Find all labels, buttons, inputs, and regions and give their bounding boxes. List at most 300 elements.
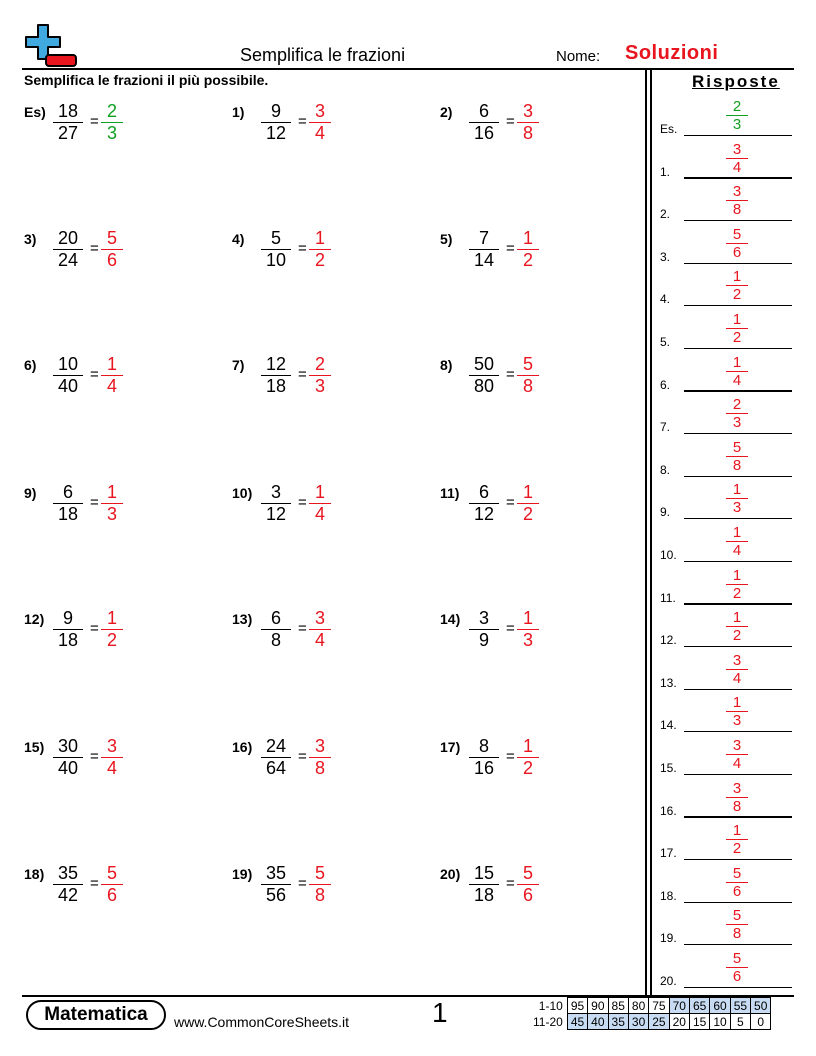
answer-fraction — [101, 483, 123, 524]
equals-sign: = — [298, 240, 307, 257]
answer-label: 20. — [660, 974, 677, 988]
answer-row — [660, 818, 792, 860]
problem-item — [440, 102, 640, 162]
numerator: 3 — [309, 737, 331, 758]
problem-item — [232, 229, 432, 289]
answers-heading: Risposte — [692, 72, 780, 91]
numerator: 3 — [261, 483, 291, 504]
denominator: 18 — [57, 630, 79, 650]
problem-number: 20) — [440, 866, 461, 882]
problem-number: 11) — [440, 485, 460, 501]
denominator: 6 — [106, 250, 117, 270]
score-cell: 45 — [567, 1014, 587, 1030]
score-cell: 65 — [689, 998, 709, 1014]
numerator: 9 — [53, 609, 83, 630]
answer-fraction — [101, 229, 123, 270]
answer-label: 4. — [660, 292, 671, 307]
question-fraction — [53, 609, 83, 650]
answer-row — [660, 307, 792, 349]
denominator: 12 — [265, 123, 287, 143]
equals-sign: = — [506, 748, 515, 765]
answer-row — [660, 137, 792, 179]
equals-sign: = — [506, 620, 515, 637]
numerator: 15 — [469, 864, 499, 885]
problem-number: 4) — [232, 231, 245, 247]
equals-sign: = — [90, 240, 99, 257]
answer-fraction — [726, 823, 748, 856]
answer-label: 19. — [660, 931, 677, 946]
answer-label: 12. — [660, 633, 677, 648]
score-cell: 15 — [689, 1014, 709, 1030]
answer-fraction — [726, 312, 748, 345]
denominator: 2 — [732, 584, 742, 602]
problem-number: 2) — [440, 104, 453, 120]
denominator: 3 — [732, 414, 742, 432]
score-row-label: 1-10 — [538, 998, 563, 1013]
score-cell: 25 — [649, 1014, 669, 1030]
problem-item — [232, 737, 432, 797]
denominator: 4 — [314, 630, 325, 650]
answer-row — [660, 435, 792, 477]
numerator: 3 — [101, 737, 123, 758]
numerator: 3 — [726, 142, 748, 159]
question-fraction — [261, 864, 291, 905]
denominator: 4 — [732, 158, 742, 176]
answer-fraction — [726, 142, 748, 175]
denominator: 42 — [57, 885, 79, 905]
problem-number: 13) — [232, 611, 253, 627]
equals-sign: = — [506, 494, 515, 511]
answer-row — [660, 690, 792, 732]
score-row — [530, 998, 771, 1014]
answer-column-divider — [650, 69, 652, 996]
numerator: 1 — [726, 482, 748, 499]
problem-number: 3) — [24, 231, 37, 247]
problem-number: 12) — [24, 611, 45, 627]
logo-icon — [22, 24, 78, 68]
denominator: 8 — [314, 758, 325, 778]
answer-label: 14. — [660, 718, 677, 733]
question-fraction — [469, 737, 499, 778]
answer-row — [660, 648, 792, 690]
answer-label: 18. — [660, 888, 677, 903]
answer-fraction — [309, 102, 331, 143]
numerator: 24 — [261, 737, 291, 758]
numerator: 6 — [53, 483, 83, 504]
answer-label: 1. — [660, 164, 671, 179]
denominator: 8 — [270, 630, 281, 650]
denominator: 16 — [473, 758, 495, 778]
numerator: 1 — [726, 355, 748, 372]
denominator: 3 — [106, 123, 117, 143]
answer-fraction — [517, 609, 539, 650]
answer-fraction — [726, 184, 748, 217]
answer-label: 13. — [660, 675, 677, 690]
answer-label: 10. — [660, 548, 677, 562]
answer-fraction — [726, 227, 748, 260]
denominator: 6 — [732, 882, 742, 900]
numerator: 12 — [261, 355, 291, 376]
problem-number: 15) — [24, 739, 45, 755]
question-fraction — [469, 102, 499, 143]
numerator: 1 — [309, 229, 331, 250]
problem-item — [24, 864, 224, 924]
answer-label: 3. — [660, 249, 671, 264]
denominator: 6 — [732, 968, 742, 985]
equals-sign: = — [506, 240, 515, 257]
answer-label: 9. — [660, 505, 671, 520]
name-label: Nome: — [556, 48, 601, 65]
numerator: 1 — [726, 695, 748, 712]
equals-sign: = — [90, 113, 99, 130]
answer-row — [660, 946, 792, 988]
score-cell: 10 — [710, 1014, 730, 1030]
answer-label: 17. — [660, 846, 677, 861]
denominator: 14 — [473, 250, 495, 270]
denominator: 6 — [732, 243, 742, 261]
denominator: 2 — [732, 627, 742, 645]
answer-fraction — [726, 653, 748, 686]
denominator: 2 — [732, 286, 742, 304]
equals-sign: = — [298, 494, 307, 511]
problem-number: 7) — [232, 357, 245, 373]
denominator: 24 — [57, 250, 79, 270]
numerator: 3 — [726, 781, 748, 798]
denominator: 6 — [106, 885, 117, 905]
answer-fraction — [726, 482, 748, 515]
denominator: 18 — [265, 376, 287, 396]
equals-sign: = — [506, 113, 515, 130]
answer-label: 5. — [660, 335, 671, 349]
answer-fraction — [517, 355, 539, 396]
denominator: 8 — [732, 797, 742, 815]
equals-sign: = — [298, 748, 307, 765]
numerator: 1 — [726, 823, 748, 840]
answer-row — [660, 563, 792, 605]
answer-fraction — [309, 483, 331, 524]
problem-item — [232, 483, 432, 543]
numerator: 1 — [517, 483, 539, 504]
numerator: 7 — [469, 229, 499, 250]
problem-item — [232, 355, 432, 415]
numerator: 2 — [309, 355, 331, 376]
denominator: 4 — [106, 376, 117, 396]
score-cell: 35 — [608, 1014, 628, 1030]
numerator: 1 — [726, 312, 748, 329]
numerator: 35 — [53, 864, 83, 885]
denominator: 3 — [732, 712, 742, 730]
answer-fraction — [726, 610, 748, 643]
answer-fraction — [726, 951, 748, 984]
answer-row — [660, 861, 792, 903]
answer-row — [660, 477, 792, 519]
denominator: 4 — [732, 669, 742, 687]
numerator: 6 — [261, 609, 291, 630]
denominator: 3 — [522, 630, 533, 650]
denominator: 6 — [522, 885, 533, 905]
problem-item — [24, 483, 224, 543]
equals-sign: = — [298, 875, 307, 892]
score-cell: 85 — [608, 998, 628, 1014]
problem-item — [440, 229, 640, 289]
problem-item — [440, 609, 640, 669]
answer-fraction — [726, 269, 748, 302]
answer-fraction — [726, 781, 748, 814]
numerator: 5 — [517, 355, 539, 376]
denominator: 2 — [522, 504, 533, 524]
answer-label: 15. — [660, 761, 677, 775]
problem-item — [24, 229, 224, 289]
answer-fraction — [517, 102, 539, 143]
answer-fraction — [726, 908, 748, 941]
numerator: 30 — [53, 737, 83, 758]
denominator: 8 — [314, 885, 325, 905]
question-fraction — [53, 355, 83, 396]
answer-row — [660, 350, 792, 392]
question-fraction — [261, 483, 291, 524]
question-fraction — [261, 609, 291, 650]
denominator: 3 — [732, 499, 742, 517]
solutions-label: Soluzioni — [625, 42, 719, 64]
numerator: 5 — [726, 866, 748, 883]
numerator: 5 — [261, 229, 291, 250]
question-fraction — [53, 737, 83, 778]
problem-number: 10) — [232, 485, 253, 501]
problem-number: 5) — [440, 231, 453, 247]
site-url: www.CommonCoreSheets.it — [174, 1014, 350, 1030]
question-fraction — [53, 229, 83, 270]
numerator: 5 — [726, 440, 748, 457]
denominator: 64 — [265, 758, 287, 778]
numerator: 1 — [726, 568, 748, 585]
numerator: 18 — [53, 102, 83, 123]
answer-row — [660, 733, 792, 775]
denominator: 4 — [732, 542, 742, 559]
answer-label: 6. — [660, 377, 671, 392]
answer-fraction — [517, 229, 539, 270]
numerator: 8 — [469, 737, 499, 758]
problem-number: 18) — [24, 866, 45, 882]
denominator: 16 — [473, 123, 495, 143]
problem-item — [232, 102, 432, 162]
answer-fraction — [309, 864, 331, 905]
problem-item — [440, 483, 640, 543]
numerator: 2 — [726, 99, 748, 116]
equals-sign: = — [298, 113, 307, 130]
equals-sign: = — [506, 366, 515, 383]
numerator: 1 — [309, 483, 331, 504]
numerator: 3 — [469, 609, 499, 630]
problem-number: Es) — [24, 104, 46, 120]
numerator: 20 — [53, 229, 83, 250]
problem-item — [440, 737, 640, 797]
answer-fraction — [726, 568, 748, 601]
answer-fraction — [101, 864, 123, 905]
equals-sign: = — [298, 366, 307, 383]
denominator: 8 — [522, 376, 533, 396]
equals-sign: = — [90, 366, 99, 383]
numerator: 50 — [469, 355, 499, 376]
numerator: 1 — [101, 483, 123, 504]
denominator: 8 — [732, 201, 742, 219]
question-fraction — [469, 355, 499, 396]
score-cell: 0 — [751, 1014, 771, 1030]
denominator: 4 — [106, 758, 117, 778]
numerator: 10 — [53, 355, 83, 376]
problem-item — [24, 737, 224, 797]
score-cell: 75 — [649, 998, 669, 1014]
problem-item — [24, 102, 224, 162]
score-row — [530, 1014, 771, 1030]
denominator: 4 — [732, 371, 742, 389]
answer-fraction — [309, 737, 331, 778]
problem-item — [232, 609, 432, 669]
answer-fraction — [726, 440, 748, 473]
denominator: 2 — [732, 840, 742, 858]
question-fraction — [469, 864, 499, 905]
equals-sign: = — [506, 875, 515, 892]
question-fraction — [261, 229, 291, 270]
answer-column-divider — [645, 69, 647, 996]
score-cell: 40 — [588, 1014, 608, 1030]
instructions: Semplifica le frazioni il più possibile. — [24, 72, 269, 88]
answer-fraction — [101, 102, 123, 143]
question-fraction — [53, 102, 83, 143]
answer-fraction — [309, 355, 331, 396]
numerator: 6 — [469, 483, 499, 504]
problem-number: 1) — [232, 104, 245, 120]
problem-number: 17) — [440, 739, 461, 755]
equals-sign: = — [90, 494, 99, 511]
numerator: 2 — [726, 397, 748, 414]
score-cell: 80 — [628, 998, 648, 1014]
denominator: 2 — [732, 329, 742, 346]
problem-number: 14) — [440, 611, 461, 627]
problem-number: 6) — [24, 357, 37, 373]
denominator: 8 — [732, 456, 742, 474]
denominator: 2 — [522, 758, 533, 778]
answer-row — [660, 179, 792, 221]
answer-row — [660, 776, 792, 818]
numerator: 1 — [517, 609, 539, 630]
denominator: 9 — [478, 630, 489, 650]
denominator: 4 — [314, 123, 325, 143]
question-fraction — [53, 483, 83, 524]
score-cell: 50 — [751, 998, 771, 1014]
question-fraction — [53, 864, 83, 905]
equals-sign: = — [90, 620, 99, 637]
score-cell: 90 — [588, 998, 608, 1014]
answer-fraction — [726, 525, 748, 558]
score-cell: 60 — [710, 998, 730, 1014]
equals-sign: = — [90, 875, 99, 892]
score-cell: 5 — [730, 1014, 750, 1030]
denominator: 12 — [473, 504, 495, 524]
answer-fraction — [726, 695, 748, 728]
problem-number: 9) — [24, 485, 37, 501]
question-fraction — [261, 355, 291, 396]
score-cell: 70 — [669, 998, 689, 1014]
numerator: 1 — [726, 610, 748, 627]
denominator: 18 — [57, 504, 79, 524]
answer-fraction — [517, 483, 539, 524]
numerator: 1 — [101, 609, 123, 630]
numerator: 1 — [517, 229, 539, 250]
answer-label: 11. — [660, 590, 676, 605]
question-fraction — [469, 483, 499, 524]
answer-fraction — [726, 866, 748, 899]
answer-fraction — [101, 737, 123, 778]
denominator: 3 — [314, 376, 325, 396]
numerator: 5 — [517, 864, 539, 885]
problem-item — [232, 864, 432, 924]
answer-fraction — [309, 229, 331, 270]
header-divider — [22, 68, 794, 70]
denominator: 2 — [106, 630, 117, 650]
denominator: 4 — [732, 755, 742, 772]
numerator: 1 — [726, 269, 748, 286]
answer-label: 8. — [660, 462, 671, 477]
answer-row — [660, 94, 792, 136]
denominator: 4 — [314, 504, 325, 524]
answer-fraction — [517, 864, 539, 905]
answer-label: 7. — [660, 420, 671, 435]
question-fraction — [261, 737, 291, 778]
denominator: 40 — [57, 758, 79, 778]
denominator: 80 — [473, 376, 495, 396]
numerator: 6 — [469, 102, 499, 123]
denominator: 18 — [473, 885, 495, 905]
numerator: 3 — [309, 609, 331, 630]
numerator: 3 — [517, 102, 539, 123]
denominator: 40 — [57, 376, 79, 396]
score-row-label: 11-20 — [533, 1014, 563, 1029]
denominator: 2 — [522, 250, 533, 270]
question-fraction — [261, 102, 291, 143]
denominator: 8 — [522, 123, 533, 143]
problem-item — [24, 355, 224, 415]
numerator: 1 — [726, 525, 748, 542]
numerator: 5 — [309, 864, 331, 885]
answer-fraction — [726, 738, 748, 771]
answer-row — [660, 222, 792, 264]
numerator: 5 — [101, 864, 123, 885]
answer-line — [684, 987, 792, 988]
numerator: 1 — [101, 355, 123, 376]
score-cell: 55 — [730, 998, 750, 1014]
numerator: 1 — [517, 737, 539, 758]
answer-fraction — [726, 355, 748, 388]
problem-item — [440, 864, 640, 924]
answer-row — [660, 520, 792, 562]
numerator: 35 — [261, 864, 291, 885]
answer-row — [660, 264, 792, 306]
page-number: 1 — [432, 997, 448, 1028]
numerator: 5 — [101, 229, 123, 250]
answer-fraction — [517, 737, 539, 778]
denominator: 3 — [106, 504, 117, 524]
numerator: 3 — [726, 738, 748, 755]
numerator: 3 — [309, 102, 331, 123]
brand-badge: Matematica — [26, 1000, 166, 1030]
question-fraction — [469, 609, 499, 650]
denominator: 10 — [265, 250, 287, 270]
denominator: 12 — [265, 504, 287, 524]
answer-label: 16. — [660, 803, 677, 818]
denominator: 2 — [314, 250, 325, 270]
page-title: Semplifica le frazioni — [240, 45, 406, 65]
numerator: 9 — [261, 102, 291, 123]
